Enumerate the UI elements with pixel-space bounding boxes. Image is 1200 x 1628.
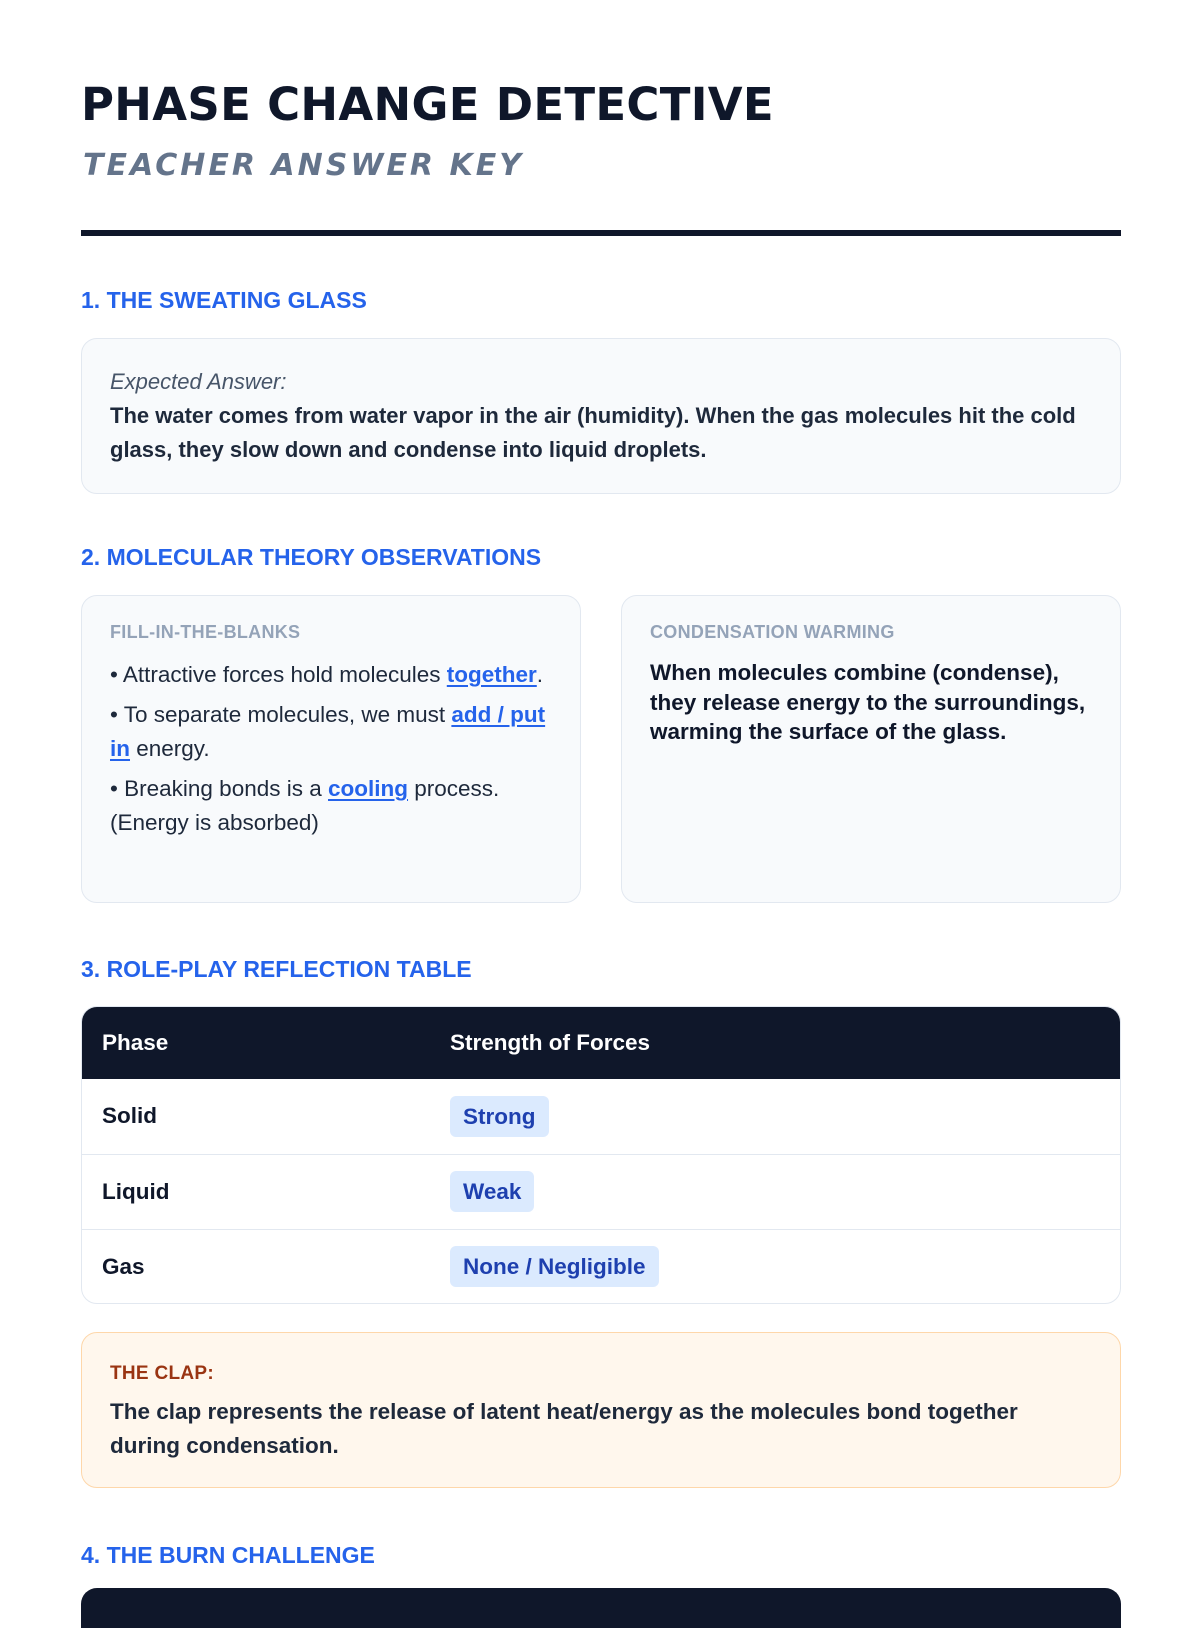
reflection-table xyxy=(81,1006,1121,1304)
section-heading-role-play: 3. ROLE-PLAY REFLECTION TABLE xyxy=(81,956,472,982)
strength-cell xyxy=(430,1229,1120,1304)
fill-in-the-blanks-label: FILL-IN-THE-BLANKS xyxy=(110,622,301,642)
column-header-phase: Phase xyxy=(102,1030,169,1055)
burn-challenge-table-header xyxy=(81,1588,1121,1628)
page-title: PHASE CHANGE DETECTIVE xyxy=(81,78,774,131)
condensation-warming-text: When molecules combine (condense), they release energy to the surroundings, warming the surface of the glass. xyxy=(650,660,1086,744)
phase-cell: Liquid xyxy=(102,1178,170,1204)
strength-cell xyxy=(430,1154,1120,1229)
strength-badge: Strong xyxy=(450,1096,549,1137)
blank-item xyxy=(110,698,556,766)
strength-cell xyxy=(430,1079,1120,1154)
expected-answer-text: The water comes from water vapor in the air (humidity). When the gas molecules hit the cold glass, they slow down and condense into liquid droplets. xyxy=(110,403,1076,462)
the-clap-text: The clap represents the release of latent heat/energy as the molecules bond together during condensation. xyxy=(110,1399,1018,1458)
blank-item-text-after: energy. xyxy=(130,736,210,761)
blank-item-text-before: • To separate molecules, we must xyxy=(110,702,452,727)
section-heading-burn-challenge: 4. THE BURN CHALLENGE xyxy=(81,1542,375,1568)
phase-cell: Solid xyxy=(102,1103,157,1129)
header-divider xyxy=(81,230,1121,236)
section-heading-sweating-glass: 1. THE SWEATING GLASS xyxy=(81,287,367,313)
strength-badge: None / Negligible xyxy=(450,1246,659,1287)
blank-item-text-after: . xyxy=(536,662,544,687)
fill-in-the-blanks-card xyxy=(81,595,581,903)
the-clap-callout xyxy=(81,1332,1121,1488)
blank-answer: together xyxy=(446,662,537,687)
the-clap-label: THE CLAP: xyxy=(110,1363,215,1384)
phase-cell: Gas xyxy=(102,1253,145,1279)
table-row xyxy=(82,1154,1120,1229)
blank-item-text-before: • Breaking bonds is a xyxy=(110,776,329,801)
blank-item-text-after: process. (Energy is absorbed) xyxy=(110,776,500,835)
table-header-row xyxy=(82,1007,1120,1079)
blank-item-text-before: • Attractive forces hold molecules xyxy=(110,662,447,687)
condensation-warming-card xyxy=(621,595,1121,903)
table-row xyxy=(82,1229,1120,1304)
expected-answer-label: Expected Answer: xyxy=(110,369,287,394)
blank-answer: add / put in xyxy=(110,702,546,761)
expected-answer-card xyxy=(81,338,1121,494)
page-subtitle: TEACHER ANSWER KEY xyxy=(83,148,524,183)
strength-badge: Weak xyxy=(450,1171,534,1212)
blank-answer: cooling xyxy=(328,776,409,801)
table-row xyxy=(82,1079,1120,1154)
condensation-warming-label: CONDENSATION WARMING xyxy=(650,622,895,642)
section-heading-molecular-theory: 2. MOLECULAR THEORY OBSERVATIONS xyxy=(81,544,542,570)
column-header-strength: Strength of Forces xyxy=(450,1030,651,1055)
blank-item xyxy=(110,772,556,840)
blank-item xyxy=(110,658,556,692)
